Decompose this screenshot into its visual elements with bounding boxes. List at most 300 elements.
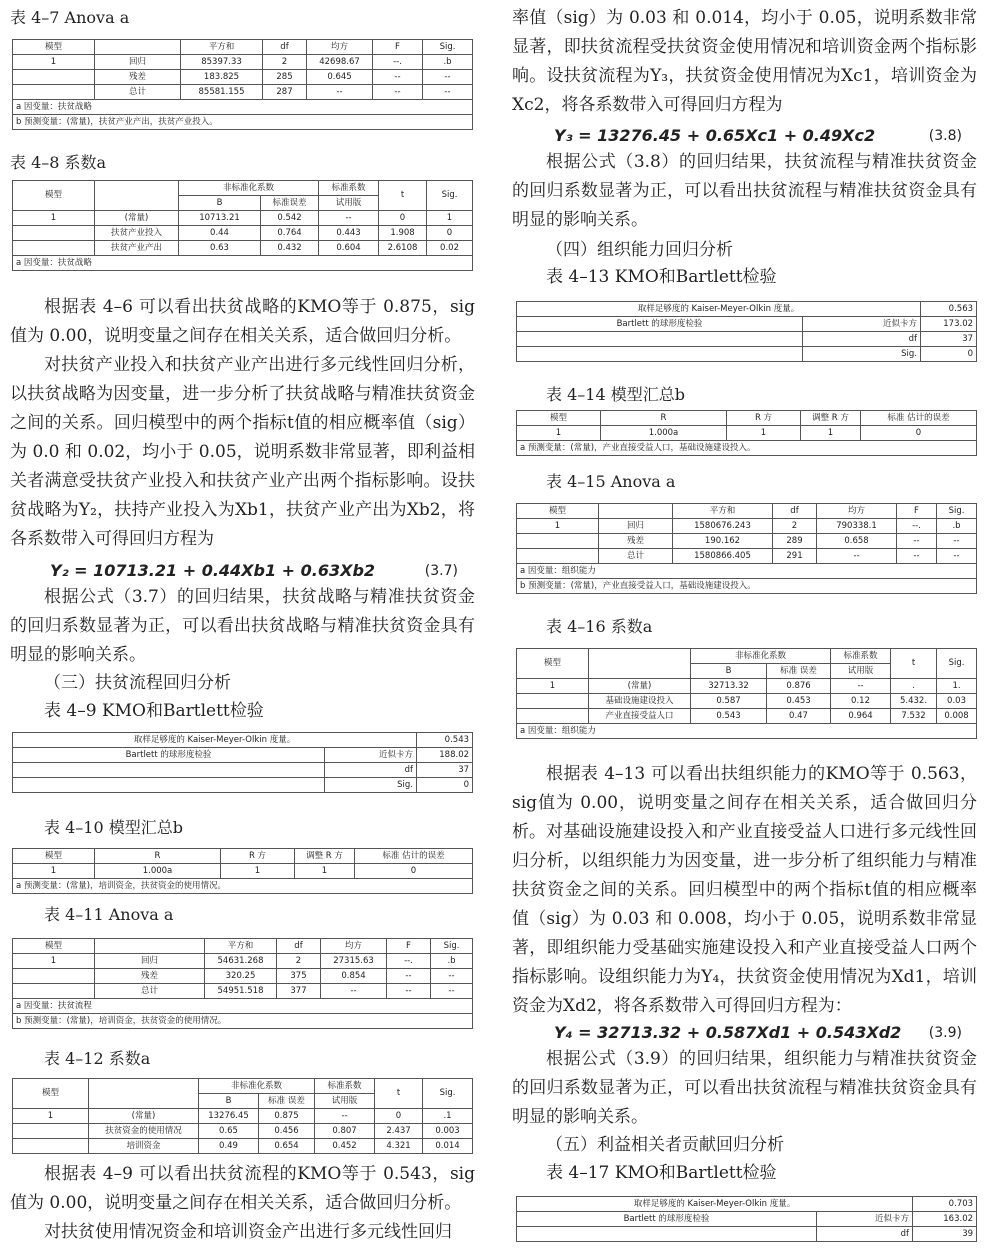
table-cell: -- xyxy=(387,984,431,999)
table-header-cell: df xyxy=(263,40,307,55)
table-cell xyxy=(517,534,599,549)
table-header-cell: 非标准化系数 xyxy=(691,649,831,664)
caption-table-4-8: 表 4–8 系数a xyxy=(10,153,107,172)
table-row xyxy=(517,1197,977,1212)
table-header-cell: 平方和 xyxy=(673,504,773,519)
table-cell: 残差 xyxy=(95,70,181,85)
table-cell: 产业直接受益人口 xyxy=(589,709,691,724)
table-cell: 0.658 xyxy=(817,534,897,549)
table-cell: 1 xyxy=(221,864,295,879)
table-cell: 0.645 xyxy=(307,70,373,85)
table-cell: 0.875 xyxy=(259,1109,315,1124)
table-cell: 0.47 xyxy=(767,709,831,724)
table-cell: 0.764 xyxy=(261,226,319,241)
table-header-row xyxy=(517,649,977,664)
table-cell: 0.453 xyxy=(767,694,831,709)
table-header-cell xyxy=(95,939,205,954)
table-row xyxy=(13,241,473,256)
table-header-cell: 模型 xyxy=(517,649,589,679)
table-header-cell: Sig. xyxy=(937,649,977,679)
table-cell: 1 xyxy=(295,864,355,879)
table-4-16 xyxy=(516,648,977,739)
table-header-cell: 非标准化系数 xyxy=(199,1079,315,1094)
table-cell: 0 xyxy=(417,778,473,793)
table-header-cell: 标准系数 xyxy=(315,1079,375,1094)
equation-3-9 xyxy=(554,1022,962,1044)
table-header-cell: 均方 xyxy=(321,939,387,954)
table-header-cell: t xyxy=(379,181,427,211)
table-header-row xyxy=(13,40,473,55)
table-cell: 285 xyxy=(263,70,307,85)
table-cell: 1580676.243 xyxy=(673,519,773,534)
table-cell: .b xyxy=(423,55,473,70)
table-cell: -- xyxy=(431,984,473,999)
table-header-cell: B xyxy=(691,664,767,679)
table-header-cell: 标准 估计的误差 xyxy=(355,849,473,864)
table-cell: 0.587 xyxy=(691,694,767,709)
table-header-cell: 标准误差 xyxy=(261,196,319,211)
paragraph: 对扶贫产业投入和扶贫产业产出进行多元线性回归分析，以扶贫战略为因变量，进一步分析了扶贫战略与精准扶贫资金之间的关系。回归模型中的两个指标t值的相应概率值（sig）为 0.0 和 0.02，均小于 0.05，说明系数非常显著，即利益相关者满意受扶贫产业投入和扶贫产业产出两个指标影响。设扶贫战略为Y₂，扶持产业投入为Xb1，扶贫产业产出为Xb2，将各系数带入可得回归方程为 xyxy=(10,355,475,549)
table-row xyxy=(517,302,977,317)
table-cell: 0.003 xyxy=(423,1124,473,1139)
table-cell: 0.49 xyxy=(199,1139,259,1154)
table-cell: -- xyxy=(319,211,379,226)
table-header-cell: 调整 R 方 xyxy=(801,411,861,426)
table-cell xyxy=(13,984,95,999)
table-cell: 85581.155 xyxy=(181,85,263,100)
caption-table-4-9: 表 4–9 KMO和Bartlett检验 xyxy=(44,701,264,721)
table-cell: 4.321 xyxy=(375,1139,423,1154)
table-note-row xyxy=(13,999,473,1014)
table-cell xyxy=(13,241,95,256)
table-cell: . xyxy=(891,679,937,694)
table-cell: 0.12 xyxy=(831,694,891,709)
table-cell: 1 xyxy=(801,426,861,441)
table-row xyxy=(13,864,473,879)
table-cell: 1 xyxy=(13,1109,89,1124)
table-cell: 回归 xyxy=(95,55,181,70)
table-header-cell: Sig. xyxy=(427,181,473,211)
table-row xyxy=(13,1124,473,1139)
table-row xyxy=(517,534,977,549)
table-row xyxy=(517,519,977,534)
table-cell: 163.02 xyxy=(913,1212,977,1227)
table-row xyxy=(13,984,473,999)
table-cell: 32713.32 xyxy=(691,679,767,694)
table-header-cell: 标准系数 xyxy=(831,649,891,664)
table-cell: 1 xyxy=(13,864,95,879)
table-note: a 预测变量：(常量)，培训资金，扶贫资金的使用情况。 xyxy=(13,879,473,894)
table-cell: 0.964 xyxy=(831,709,891,724)
table-cell: (常量) xyxy=(89,1109,199,1124)
table-cell xyxy=(517,709,589,724)
table-4-13 xyxy=(516,301,977,362)
table-cell: .1 xyxy=(423,1109,473,1124)
equation-number: (3.9) xyxy=(928,1025,962,1041)
table-row xyxy=(517,426,977,441)
table-cell: 培训资金 xyxy=(89,1139,199,1154)
table-header-cell: 标准 误差 xyxy=(259,1094,315,1109)
table-cell: -- xyxy=(315,1109,375,1124)
table-note-row xyxy=(517,564,977,579)
table-row xyxy=(13,70,473,85)
table-header-cell: 模型 xyxy=(517,411,601,426)
table-cell: 总计 xyxy=(95,984,205,999)
table-header-cell: 均方 xyxy=(817,504,897,519)
table-cell xyxy=(13,1139,89,1154)
table-header-cell: 模型 xyxy=(13,40,95,55)
table-cell: 扶贫产业产出 xyxy=(95,241,179,256)
table-note: a 因变量：组织能力 xyxy=(517,724,977,739)
table-cell: 183.825 xyxy=(181,70,263,85)
table-note-row xyxy=(517,724,977,739)
table-cell: Sig. xyxy=(325,778,417,793)
table-row xyxy=(13,1109,473,1124)
table-cell: 39 xyxy=(913,1227,977,1242)
table-cell: 回归 xyxy=(599,519,673,534)
table-row xyxy=(517,332,977,347)
table-row xyxy=(517,317,977,332)
equation-number: (3.7) xyxy=(424,563,458,579)
table-header-row xyxy=(13,181,473,196)
table-cell: 0 xyxy=(375,1109,423,1124)
table-cell: --. xyxy=(897,519,937,534)
table-header-cell: Sig. xyxy=(937,504,977,519)
table-cell: 320.25 xyxy=(205,969,277,984)
table-cell xyxy=(13,70,95,85)
table-note-row xyxy=(13,256,473,271)
table-cell: -- xyxy=(423,85,473,100)
table-header-row xyxy=(517,504,977,519)
table-cell: 54631.268 xyxy=(205,954,277,969)
table-row xyxy=(517,549,977,564)
table-cell xyxy=(517,694,589,709)
table-cell: 2.437 xyxy=(375,1124,423,1139)
table-note: b 预测变量：(常量)，产业直接受益人口，基础设施建设投入。 xyxy=(517,579,977,594)
paragraph: 根据公式（3.7）的回归结果，扶贫战略与精准扶贫资金的回归系数显著为正，可以看出扶贫战略与精准扶贫资金具有明显的影响关系。 xyxy=(10,587,475,665)
table-cell: 42698.67 xyxy=(307,55,373,70)
table-cell: 取样足够度的 Kaiser-Meyer-Olkin 度量。 xyxy=(517,1197,913,1212)
table-cell xyxy=(13,1124,89,1139)
table-cell: 近似卡方 xyxy=(817,1212,913,1227)
table-cell: .b xyxy=(431,954,473,969)
table-row xyxy=(517,1227,977,1242)
table-note: a 因变量：组织能力 xyxy=(517,564,977,579)
table-header-cell: df xyxy=(773,504,817,519)
equation-3-7 xyxy=(50,560,458,582)
table-cell: 扶贫产业投入 xyxy=(95,226,179,241)
table-cell: 0.854 xyxy=(321,969,387,984)
table-cell: Bartlett 的球形度检验 xyxy=(517,1212,817,1227)
table-row xyxy=(13,211,473,226)
table-4-9 xyxy=(12,732,473,793)
caption-table-4-13: 表 4–13 KMO和Bartlett检验 xyxy=(546,267,777,287)
table-header-cell: F xyxy=(373,40,423,55)
table-cell: 0.543 xyxy=(691,709,767,724)
caption-table-4-15: 表 4–15 Anova a xyxy=(546,472,676,491)
table-cell: 1 xyxy=(517,519,599,534)
table-cell: -- xyxy=(937,534,977,549)
paragraph: 率值（sig）为 0.03 和 0.014，均小于 0.05，说明系数非常显著，即扶贫流程受扶贫资金使用情况和培训资金两个指标影响。设扶贫流程为Y₃，扶贫资金使用情况为Xc1，培训资金为Xc2，将各系数带入可得回归方程为 xyxy=(512,8,977,115)
table-4-11 xyxy=(12,938,473,1029)
table-row xyxy=(13,969,473,984)
table-header-cell: 模型 xyxy=(13,181,95,211)
table-cell xyxy=(517,332,803,347)
table-4-12 xyxy=(12,1078,473,1154)
table-note: b 预测变量：(常量)，扶贫产业产出，扶贫产业投入。 xyxy=(13,115,473,130)
table-note: a 因变量：扶贫流程 xyxy=(13,999,473,1014)
table-note-row xyxy=(13,100,473,115)
caption-table-4-7: 表 4–7 Anova a xyxy=(10,8,130,27)
table-row xyxy=(13,748,473,763)
table-cell: 2 xyxy=(277,954,321,969)
table-cell: Bartlett 的球形度检验 xyxy=(517,317,803,332)
table-cell: -- xyxy=(897,549,937,564)
table-cell: 0.654 xyxy=(259,1139,315,1154)
table-row xyxy=(517,709,977,724)
table-note: b 预测变量：(常量)，培训资金，扶贫资金的使用情况。 xyxy=(13,1014,473,1029)
table-header-cell xyxy=(89,1079,199,1109)
table-cell: -- xyxy=(831,679,891,694)
table-cell: 173.02 xyxy=(921,317,977,332)
table-cell: 总计 xyxy=(95,85,181,100)
table-header-cell: t xyxy=(375,1079,423,1109)
table-cell: .b xyxy=(937,519,977,534)
table-cell: df xyxy=(325,763,417,778)
table-cell: -- xyxy=(937,549,977,564)
table-4-15 xyxy=(516,503,977,594)
table-cell: 0.432 xyxy=(261,241,319,256)
table-row xyxy=(13,226,473,241)
table-cell: 近似卡方 xyxy=(325,748,417,763)
section-heading: （五）利益相关者贡献回归分析 xyxy=(546,1135,784,1155)
table-row xyxy=(13,733,473,748)
table-cell: 0.03 xyxy=(937,694,977,709)
table-cell: --. xyxy=(373,55,423,70)
table-note: a 预测变量：(常量)，产业直接受益人口，基础设施建设投入。 xyxy=(517,441,977,456)
table-header-row xyxy=(517,411,977,426)
table-header-cell: df xyxy=(277,939,321,954)
equation-text: Y₂ = 10713.21 + 0.44Xb1 + 0.63Xb2 xyxy=(50,561,376,580)
table-cell: 0.563 xyxy=(921,302,977,317)
table-cell: 5.432. xyxy=(891,694,937,709)
table-cell: (常量) xyxy=(589,679,691,694)
table-cell: --. xyxy=(387,954,431,969)
table-note: a 因变量：扶贫战略 xyxy=(13,100,473,115)
table-4-8 xyxy=(12,180,473,271)
table-4-17 xyxy=(516,1196,977,1242)
table-cell: 1.000a xyxy=(95,864,221,879)
table-cell: 取样足够度的 Kaiser-Meyer-Olkin 度量。 xyxy=(517,302,921,317)
table-cell: 1.000a xyxy=(601,426,727,441)
caption-table-4-12: 表 4–12 系数a xyxy=(44,1049,151,1068)
caption-table-4-10: 表 4–10 模型汇总b xyxy=(44,818,183,837)
table-cell: 7.532 xyxy=(891,709,937,724)
table-cell: 0.703 xyxy=(913,1197,977,1212)
table-cell: 375 xyxy=(277,969,321,984)
table-header-cell xyxy=(95,40,181,55)
table-cell: 1 xyxy=(13,954,95,969)
table-cell: Bartlett 的球形度检验 xyxy=(13,748,325,763)
table-note-row xyxy=(13,1014,473,1029)
table-header-cell: Sig. xyxy=(423,40,473,55)
table-header-cell: 模型 xyxy=(13,1079,89,1109)
paragraph: 对基础设施建设投入和产业直接受益人口进行多元线性回归分析，以组织能力为因变量，进一步分析了组织能力与精准扶贫资金之间的关系。回归模型中的两个指标t值的相应概率值（sig）为 0.03 和 0.008，均小于 0.05，说明系数非常显著，即组织能力受基础实施建设投入和产业直接受益人口两个指标影响。设组织能力为Y₄，扶贫资金使用情况为Xd1，培训资金为Xd2，将各系数带入可得回归方程为： xyxy=(512,822,977,1016)
table-header-cell: B xyxy=(179,196,261,211)
table-cell: -- xyxy=(897,534,937,549)
table-4-14 xyxy=(516,410,977,456)
table-cell: 总计 xyxy=(599,549,673,564)
table-row xyxy=(517,1212,977,1227)
table-header-cell: 试用版 xyxy=(315,1094,375,1109)
table-header-cell xyxy=(589,649,691,679)
table-cell: df xyxy=(803,332,921,347)
table-cell xyxy=(13,763,325,778)
table-cell: 0 xyxy=(355,864,473,879)
table-cell xyxy=(13,969,95,984)
table-cell: 790338.1 xyxy=(817,519,897,534)
table-cell: -- xyxy=(817,549,897,564)
table-cell: 1 xyxy=(727,426,801,441)
table-row xyxy=(13,55,473,70)
table-cell: 188.02 xyxy=(417,748,473,763)
table-cell: 0.008 xyxy=(937,709,977,724)
table-header-cell: 标准 估计的误差 xyxy=(861,411,977,426)
table-cell: 37 xyxy=(921,332,977,347)
table-cell: 0.452 xyxy=(315,1139,375,1154)
table-cell: 13276.45 xyxy=(199,1109,259,1124)
table-cell: 0 xyxy=(427,226,473,241)
table-header-cell: Sig. xyxy=(431,939,473,954)
table-cell: 0.543 xyxy=(417,733,473,748)
table-row xyxy=(13,1139,473,1154)
equation-text: Y₄ = 32713.32 + 0.587Xd1 + 0.543Xd2 xyxy=(554,1023,902,1042)
table-row xyxy=(517,679,977,694)
table-header-row xyxy=(13,1079,473,1094)
table-cell: 377 xyxy=(277,984,321,999)
table-cell: 0.443 xyxy=(319,226,379,241)
paragraph: 根据公式（3.8）的回归结果，扶贫流程与精准扶贫资金的回归系数显著为正，可以看出扶贫流程与精准扶贫资金具有明显的影响关系。 xyxy=(512,152,977,230)
equation-3-8 xyxy=(554,125,962,147)
table-cell: 1. xyxy=(937,679,977,694)
table-cell: -- xyxy=(373,85,423,100)
table-row xyxy=(13,954,473,969)
table-cell: -- xyxy=(423,70,473,85)
table-cell xyxy=(517,1227,817,1242)
table-cell: 扶贫资金的使用情况 xyxy=(89,1124,199,1139)
table-header-cell: R 方 xyxy=(727,411,801,426)
table-cell: 0 xyxy=(861,426,977,441)
table-header-cell: Sig. xyxy=(423,1079,473,1109)
table-cell: 基础设施建设投入 xyxy=(589,694,691,709)
table-cell xyxy=(13,226,95,241)
table-cell: 0 xyxy=(921,347,977,362)
table-header-cell: 标准 误差 xyxy=(767,664,831,679)
table-cell: 0.807 xyxy=(315,1124,375,1139)
paragraph: 根据表 4–6 可以看出扶贫战略的KMO等于 0.875，sig值为 0.00，说明变量之间存在相关关系，适合做回归分析。 xyxy=(10,297,475,346)
equation-text: Y₃ = 13276.45 + 0.65Xc1 + 0.49Xc2 xyxy=(554,126,876,145)
table-note-row xyxy=(517,441,977,456)
table-header-cell: 调整 R 方 xyxy=(295,849,355,864)
table-cell: -- xyxy=(373,70,423,85)
table-cell: 1 xyxy=(517,679,589,694)
table-cell: Sig. xyxy=(803,347,921,362)
table-cell xyxy=(517,549,599,564)
table-cell: 0.02 xyxy=(427,241,473,256)
table-cell: 0.542 xyxy=(261,211,319,226)
table-cell xyxy=(13,778,325,793)
paragraph: 对扶贫使用情况资金和培训资金产出进行多元线性回归 xyxy=(44,1222,452,1242)
table-row xyxy=(13,778,473,793)
table-cell: 残差 xyxy=(599,534,673,549)
table-cell: 1 xyxy=(427,211,473,226)
equation-number: (3.8) xyxy=(928,128,962,144)
section-heading: （三）扶贫流程回归分析 xyxy=(44,673,231,693)
table-cell: 2 xyxy=(773,519,817,534)
table-header-cell: 平方和 xyxy=(181,40,263,55)
paragraph: 根据表 4–13 可以看出扶组织能力的KMO等于 0.563，sig值为 0.00，说明变量之间存在相关关系，适合做回归分析。 xyxy=(512,764,977,842)
caption-table-4-14: 表 4–14 模型汇总b xyxy=(546,385,685,404)
table-cell: 287 xyxy=(263,85,307,100)
table-header-cell: R 方 xyxy=(221,849,295,864)
table-cell: 10713.21 xyxy=(179,211,261,226)
table-header-cell: 模型 xyxy=(13,849,95,864)
table-header-cell: 标准系数 xyxy=(319,181,379,196)
table-header-cell: R xyxy=(601,411,727,426)
caption-table-4-11: 表 4–11 Anova a xyxy=(44,905,174,924)
paragraph: 根据公式（3.9）的回归结果，组织能力与精准扶贫资金的回归系数显著为正，可以看出扶贫流程与精准扶贫资金具有明显的影响关系。 xyxy=(512,1049,977,1127)
table-cell: 回归 xyxy=(95,954,205,969)
table-cell: (常量) xyxy=(95,211,179,226)
table-cell: 85397.33 xyxy=(181,55,263,70)
table-cell: 0 xyxy=(379,211,427,226)
table-header-cell: 模型 xyxy=(13,939,95,954)
table-cell: 近似卡方 xyxy=(803,317,921,332)
table-cell: 289 xyxy=(773,534,817,549)
table-note-row xyxy=(13,879,473,894)
table-header-cell: 模型 xyxy=(517,504,599,519)
table-cell: 2 xyxy=(263,55,307,70)
table-cell: 残差 xyxy=(95,969,205,984)
table-header-cell: R xyxy=(95,849,221,864)
table-cell: 取样足够度的 Kaiser-Meyer-Olkin 度量。 xyxy=(13,733,417,748)
table-header-cell: t xyxy=(891,649,937,679)
table-cell: 1580866.405 xyxy=(673,549,773,564)
table-cell: 291 xyxy=(773,549,817,564)
table-cell: 0.014 xyxy=(423,1139,473,1154)
table-header-cell: 试用版 xyxy=(831,664,891,679)
table-cell: 0.63 xyxy=(179,241,261,256)
table-cell: 0.604 xyxy=(319,241,379,256)
table-cell: 0.876 xyxy=(767,679,831,694)
table-4-10 xyxy=(12,848,473,894)
table-header-cell: 均方 xyxy=(307,40,373,55)
table-header-row xyxy=(13,939,473,954)
table-cell: 190.162 xyxy=(673,534,773,549)
caption-table-4-16: 表 4–16 系数a xyxy=(546,617,653,636)
paragraph: 根据表 4–9 可以看出扶贫流程的KMO等于 0.543，sig值为 0.00，说明变量之间存在相关关系，适合做回归分析。 xyxy=(10,1164,475,1213)
table-row xyxy=(13,85,473,100)
section-heading: （四）组织能力回归分析 xyxy=(546,240,733,260)
table-cell: df xyxy=(817,1227,913,1242)
table-4-7 xyxy=(12,39,473,130)
table-cell: -- xyxy=(387,969,431,984)
table-cell xyxy=(13,85,95,100)
table-cell: 0.456 xyxy=(259,1124,315,1139)
table-cell: 1 xyxy=(517,426,601,441)
table-cell: 54951.518 xyxy=(205,984,277,999)
table-cell: 0.44 xyxy=(179,226,261,241)
